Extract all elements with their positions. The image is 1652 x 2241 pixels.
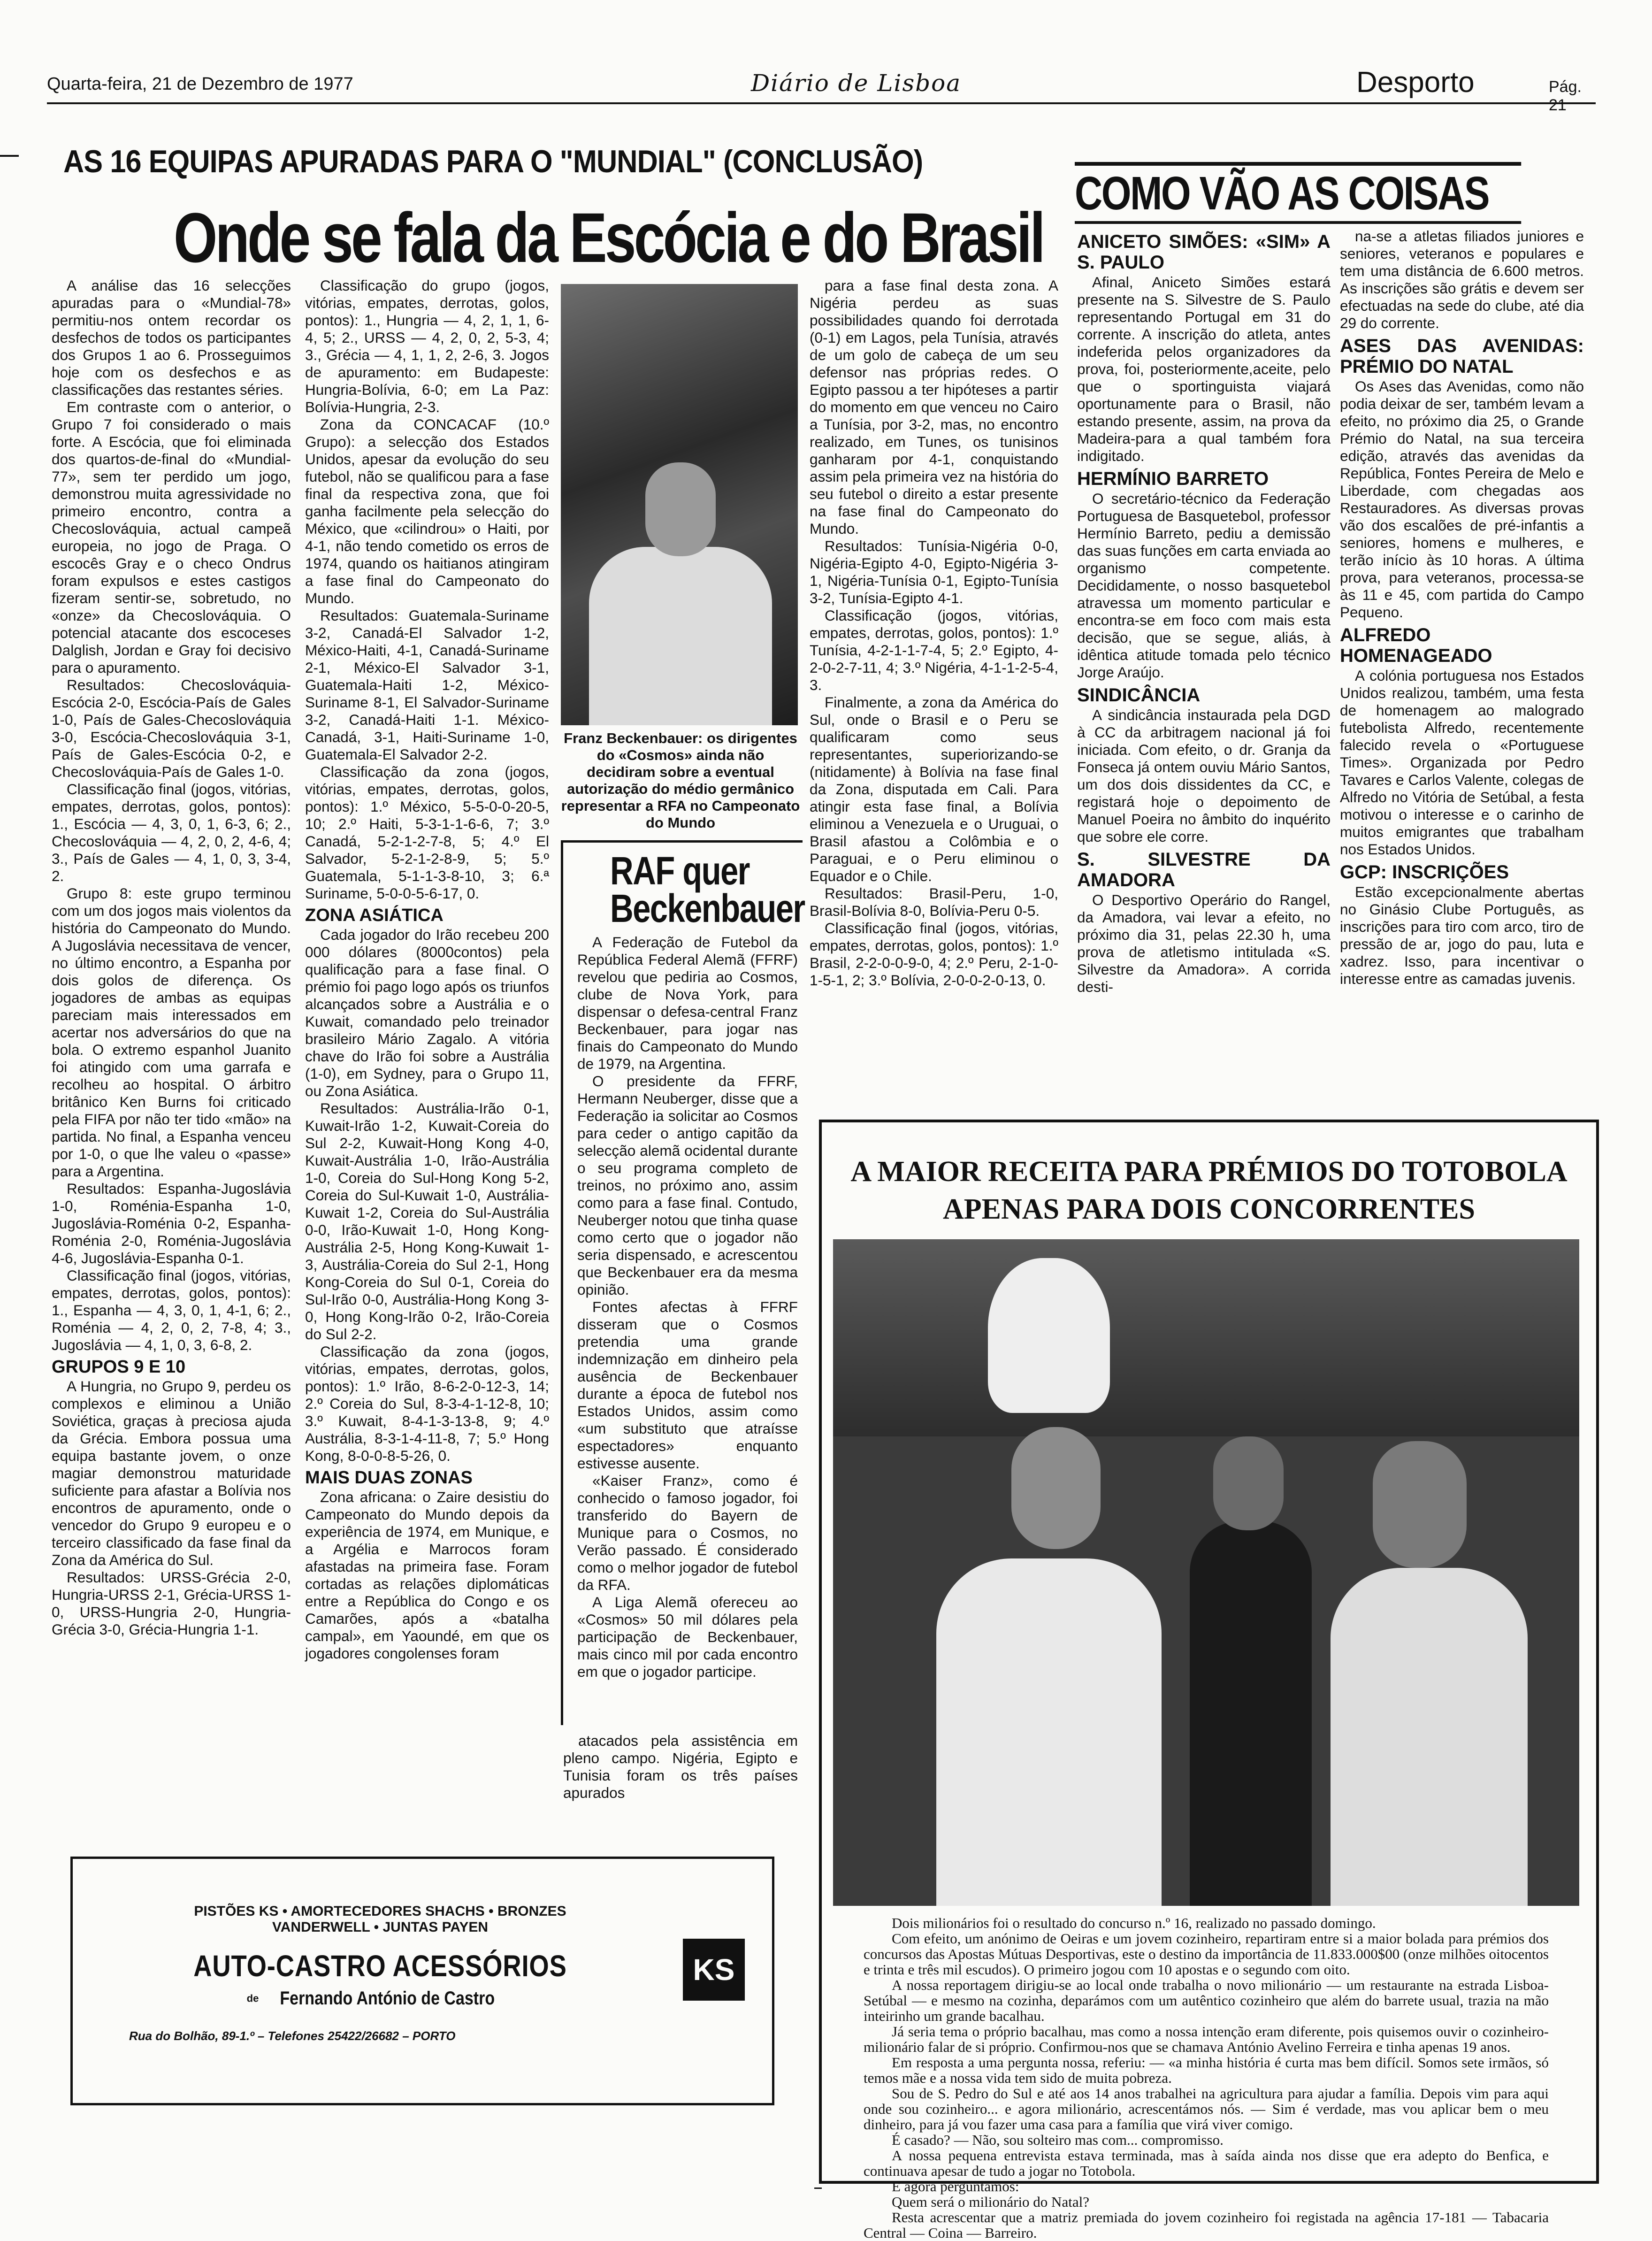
cook-photo (833, 1239, 1579, 1906)
chef-jacket (936, 1558, 1162, 1906)
raf-headline-1: RAF quer (610, 849, 750, 893)
paragraph: Classificação do grupo (jogos, vitórias, empates, derrotas, golos, pontos): 1., Hungria — 4, 2, 1, 1, 6-4, 5; 2., URSS — 4, 2, 0, 2, 5-3, 4; 3., Grécia — 4, 1, 1, 2, 2-6, 3. Jogos de apuramento: em Budapeste: Hungria-Bolívia, 6-0; em La Paz: Bolívia-Hungria, 2-3. (305, 277, 549, 415)
subheading: GCP: INSCRIÇÕES (1340, 862, 1509, 883)
paragraph: Em contraste com o anterior, o Grupo 7 foi considerado o mais forte. A Escócia, que foi eliminada dos quartos-de-final do «Mundial-77», sem ter perdido um jogo, demonstrou muita agressividade no primeiro encontro, contra a Checoslováquia, actual campeã europeia, no jogo de Praga. O escocês Gray e o checo Ondrus foram expulsos e estes castigos fizeram sentir-se, sobretudo, no «onze» da Checoslováquia. O potencial atacante dos escoceses Dalglish, Jordan e Gray foi decisivo para o apuramento. (52, 399, 291, 676)
margin-mark (0, 155, 19, 157)
paragraph: Resultados: Austrália-Irão 0-1, Kuwait-Irão 1-2, Kuwait-Coreia do Sul 2-2, Kuwait-Hong Kong 4-0, Kuwait-Austrália 1-0, Irão-Austrália 1-0, Coreia do Sul-Hong Kong 5-2, Coreia do Sul-Kuwait 1-0, Austrália-Kuwait 1-2, Coreia do Sul-Austrália 0-0, Irão-Kuwait 1-0, Hong Kong-Austrália 2-5, Hong Kong-Kuwait 1-3, Austrália-Coreia do Sul 2-1, Hong Kong-Coreia do Sul 0-1, Coreia do Sul-Irão 0-0, Austrália-Hong Kong 3-0, Hong Kong-Irão 0-2, Irão-Coreia do Sul 2-2. (305, 1100, 549, 1343)
paragraph: Com efeito, um anónimo de Oeiras e um jovem cozinheiro, repartiram entre si a maior bolada para prémios dos concursos das Apostas Mútuas Desportivas, este o destino da importância de 11.833.000$00 (onze milhões oitocentos e trinta e três mil escudos). O primeiro jogou com 10 apostas e o segundo com oito. (864, 1930, 1549, 1978)
paragraph: A Hungria, no Grupo 9, perdeu os complexos e eliminou a União Soviética, graças à preciosa ajuda da Grécia. Embora possua uma equipa bastante jovem, o onze magiar demonstrou maturidade suficiente para afastar a Bolívia nos encontros de apuramento, onde o vencedor do Grupo 9 europeu e o terceiro classificado da fase final da Zona da América do Sul. (52, 1378, 291, 1568)
totobola-article (864, 1915, 1549, 2241)
paragraph: Afinal, Aniceto Simões estará presente na S. Silvestre de S. Paulo representando Portugal em 31 do corrente. A inscrição do atleta, antes indeferida pelos organizadores da prova, foi, posteriormente,aceite, pelo que o sportinguista viajará oportunamente para o Brasil, não estando presente, assim, na prova da Madeira-para a qual também fora indigitado. (1077, 274, 1331, 464)
paragraph: Os Ases das Avenidas, como não podia deixar de ser, também levam a efeito, no próximo dia 25, o Grande Prémio do Natal, na sua terceira edição, através das avenidas da República, Fontes Pereira de Melo e Liberdade, com chegadas aos Restauradores. As diversas provas vão dos escalões de pré-infantis a seniores, homens e mulheres, e terão início às 10 horas. A última prova, para veteranos, processa-se às 11 e 45, com partida do Campo Pequeno. (1340, 378, 1584, 621)
paragraph: Classificação da zona (jogos, vitórias, empates, derrotas, golos, pontos): 1.º Irão, 8-6-2-0-12-3, 14; 2.º Coreia do Sul, 8-3-4-1-12-8, 10; 3.º Kuwait, 8-4-1-3-13-8, 9; 4.º Austrália, 8-3-1-4-11-8, 7; 5.º Hong Kong, 8-0-0-8-5-26, 0. (305, 1343, 549, 1464)
paragraph: A Federação de Futebol da República Federal Alemã (FFRF) revelou que pediria ao Cosmos, clube de Nova York, para dispensar o defesa-central Franz Beckenbauer, para jogar nas finais do Campeonato do Mundo de 1979, na Argentina. (577, 934, 798, 1072)
issue-date: Quarta-feira, 21 de Dezembro de 1977 (47, 74, 353, 94)
subheading: HERMÍNIO BARRETO (1077, 468, 1269, 489)
paragraph: Resultados: Brasil-Peru, 1-0, Brasil-Bolívia 8-0, Bolívia-Peru 0-5. (810, 885, 1058, 919)
raf-headline-2: Beckenbauer (610, 886, 805, 930)
cvac-column-2 (1340, 228, 1584, 988)
paragraph: Resultados: Guatemala-Suriname 3-2, Canadá-El Salvador 1-2, México-Haiti, 4-1, Canadá-Suriname 2-1, México-El Salvador 3-1, Guatemala-Haiti 1-2, México-Suriname 8-1, El Salvador-Suriname 3-2, Canadá-Haiti 1-1. México-Canadá, 3-1, Haiti-Suriname 1-0, Guatemala-El Salvador 2-2. (305, 607, 549, 763)
photo-caption: Franz Beckenbauer: os dirigentes do «Cosmos» ainda não decidiram sobre a eventual autorização do médio germânico representar a RFA no Campeonato do Mundo (561, 730, 800, 831)
paragraph: O secretário-técnico da Federação Portuguesa de Basquetebol, professor Hermínio Barreto, pediu a demissão das suas funções em carta enviada ao organismo competente. Decididamente, o nosso basquetebol atravessa um momento particular e encontra-se em foco com mais esta decisão, que se segue, aliás, à idêntica atitude tomada pelo técnico Jorge Araújo. (1077, 490, 1331, 681)
ks-logo-icon: KS (683, 1939, 745, 2001)
totobola-title-2: APENAS PARA DOIS CONCORRENTES (943, 1193, 1475, 1225)
paragraph: A análise das 16 selecções apuradas para o «Mundial-78» permitiu-nos ontem recordar os desfechos de todos os participantes dos Grupos 1 ao 6. Prosseguimos hoje com os desfechos e as classificações das restantes séries. (52, 277, 291, 398)
article-column-2 (305, 277, 549, 1662)
raf-article (577, 934, 798, 1681)
paragraph: atacados pela assistência em pleno campo. Nigéria, Egipto e Tunisia foram os três países apurados (563, 1732, 798, 1801)
paragraph: E agora perguntamos: (892, 2178, 1019, 2195)
subheading: ANICETO SIMÕES: «SIM» A S. PAULO (1077, 231, 1331, 273)
paragraph: «Kaiser Franz», como é conhecido o famoso jogador, foi transferido do Bayern de Munique para o Cosmos, no Verão passado. É considerado como o melhor jogador de futebol da RFA. (577, 1472, 798, 1593)
paragraph: Classificação (jogos, vitórias, empates, derrotas, golos, pontos): 1.º Tunísia, 4-2-1-1-7-4, 5; 2.º Egipto, 4-2-0-2-7-11, 4; 3.º Nigéria, 4-1-1-2-5-4, 3. (810, 607, 1058, 693)
totobola-title-1: A MAIOR RECEITA PARA PRÉMIOS DO TOTOBOLA (850, 1156, 1568, 1188)
newspaper-name: Diário de Lisboa (751, 69, 962, 97)
paragraph: O Desportivo Operário do Rangel, da Amadora, vai levar a efeito, no próximo dia 31, pelas 22.30 h, uma prova de atletismo intitulada «S. Silvestre da Amadora». A corrida desti- (1077, 891, 1331, 995)
subheading: S. SILVESTRE DA AMADORA (1077, 849, 1331, 890)
subheading: ALFREDO HOMENAGEADO (1340, 625, 1492, 666)
paragraph: A sindicância instaurada pela DGD à CC da arbitragem nacional já foi iniciada. Com efeito, o dr. Granja da Fonseca já ontem ouviu Mário Santos, um dos dois dissidentes da CC, e registará hoje o depoimento de Manuel Poeira no âmbito do inquérito que sobre ele corre. (1077, 706, 1331, 845)
page-number: Pág. 21 (1549, 78, 1582, 114)
chef-hat (988, 1258, 1110, 1413)
paragraph: Resultados: Tunísia-Nigéria 0-0, Nigéria-Egipto 4-0, Egipto-Nigéria 3-1, Nigéria-Tunísia 0-1, Egipto-Tunísia 3-2, Tunísia-Egipto 4-1. (810, 537, 1058, 606)
paragraph: É casado? — Não, sou solteiro mas com... compromisso. (892, 2132, 1224, 2148)
paragraph: O presidente da FFRF, Hermann Neuberger, disse que a Federação ia solicitar ao Cosmos para ceder o antigo capitão da selecção alemã ocidental durante o seu programa completo de treinos, no próximo ano, assim como para a fase final. Contudo, Neuberger notou que tinha quase como certo que o jogador não seria dispensado, e acrescentou que Beckenbauer era da mesma opinião. (577, 1073, 798, 1298)
paragraph: Cada jogador do Irão recebeu 200 000 dólares (8000contos) pela qualificação para a fase final. O prémio foi pago logo após os triunfos alcançados sobre a Austrália e o Kuwait, comandado pelo treinador brasileiro Mário Zagalo. A vitória chave do Irão foi sobre a Austrália (1-0), em Sydney, para o Grupo 11, ou Zona Asiática. (305, 926, 549, 1099)
paragraph: Resultados: Checoslováquia-Escócia 2-0, Escócia-País de Gales 1-0, País de Gales-Checoslováquia 3-0, Escócia-Checoslováquia 3-1, País de Gales-Escócia 0-2, e Checoslováquia-País de Gales 1-0. (52, 676, 291, 780)
section-name: Desporto (1356, 66, 1475, 99)
article-column-1 (52, 277, 291, 1638)
ad-owner: Fernando António de Castro (280, 1988, 495, 2009)
subheading: ZONA ASIÁTICA (305, 906, 444, 925)
paragraph: Fontes afectas à FFRF disseram que o Cosmos pretendia uma grande indemnização em dinheiro pela ausência de Beckenbauer durante a época de futebol nos Estados Unidos, assim como «um substituto que atraísse espectadores» enquanto estivesse ausente. (577, 1298, 798, 1472)
subheading: SINDICÂNCIA (1077, 685, 1201, 706)
paragraph: para a fase final desta zona. A Nigéria perdeu as suas possibilidades quando foi derrotada (0-1) em Lagos, pela Tunísia, através de um golo de cabeça de um seu defensor nas próprias redes. O Egipto passou a ter hipóteses a partir do momento em que venceu no Cairo a Tunísia, por 3-2, mas, no encontro realizado, em Tunes, os tunisinos ganharam por 4-1, conquistando assim pela primeira vez na história do seu futebol o direito a estar presente na fase final do Campeonato do Mundo. (810, 277, 1058, 537)
paragraph: Zona da CONCACAF (10.º Grupo): a selecção dos Estados Unidos, apesar da evolução do seu futebol, não se qualificou para a fase final da respectiva zona, que foi ganha facilmente pela selecção do México, que «cilindrou» o Haiti, por 4-1, não tendo cometido os erros de 1974, quando os haitianos atingiram a fase final do Campeonato do Mundo. (305, 416, 549, 606)
subheading: ASES DAS AVENIDAS: PRÉMIO DO NATAL (1340, 336, 1584, 377)
ad-line-2: VANDERWELL • JUNTAS PAYEN (272, 1919, 489, 1935)
paragraph: A Liga Alemã ofereceu ao «Cosmos» 50 mil dólares pela participação de Beckenbauer, mais cinco mil por cada encontro em que o jogador participe. (577, 1594, 798, 1680)
paragraph: Estão excepcionalmente abertas no Ginásio Clube Português, as inscrições para tiro com arco, tiro de pressão de ar, jogo do pau, luta e xadrez. Isso, para incentivar o interesse entre as camadas juvenis. (1340, 883, 1584, 987)
paragraph: Classificação final (jogos, vitórias, empates, derrotas, golos, pontos): 1., Espanha — 4, 3, 0, 1, 4-1, 6; 2., Roménia — 4, 2, 0, 2, 7-8, 4; 3., Jugoslávia — 4, 1, 0, 3, 6-8, 2. (52, 1267, 291, 1353)
article-column-4 (810, 277, 1058, 989)
paragraph: Resta acrescentar que a matriz premiada do jovem cozinheiro foi registada na agência 17-181 — Tabacaria Central — Coina — Barreiro. (864, 2209, 1549, 2241)
ad-de: de (246, 1992, 259, 2004)
ad-company-name: AUTO-CASTRO ACESSÓRIOS (193, 1949, 567, 1983)
auto-castro-advertisement (70, 1857, 774, 2105)
masthead (47, 66, 1596, 114)
paragraph: Grupo 8: este grupo terminou com um dos jogos mais violentos da história do Campeonato do Mundo. A Jugoslávia necessitava de vencer, no último encontro, a Espanha por dois golos de diferença. Os jogadores de ambas as equipas pareciam mais interessados em acertar nos adversários do que na bola. O extremo espanhol Juanito foi atingido com uma garrafa e recolheu ao hospital. O árbitro britânico Ken Burns foi criticado pela FIFA por não ter tido «mão» na partida. No final, a Espanha venceu por 1-0, o que lhe valeu o «passe» para a Argentina. (52, 885, 291, 1180)
paragraph: Classificação final (jogos, vitórias, empates, derrotas, golos, pontos): 1.º Brasil, 2-2-0-0-9-0, 4; 2.º Peru, 2-1-0-1-5-1, 2; 3.º Bolívia, 2-0-0-2-0-13, 0. (810, 920, 1058, 989)
paragraph: A nossa pequena entrevista estava terminada, mas à saída ainda nos disse que era adepto do Benfica, e continuava apesar de tudo a jogar no Totobola. (864, 2147, 1549, 2179)
man-right (1331, 1568, 1528, 1906)
paragraph: Em resposta a uma pergunta nossa, referiu: — «a minha história é curta mas bem difícil. Somos sete irmãos, só temos mãe e a nossa vida tem sido de muita pobreza. (864, 2054, 1549, 2086)
cvac-column-1 (1077, 228, 1331, 996)
paragraph: Resultados: Espanha-Jugoslávia 1-0, Roménia-Espanha 1-0, Jugoslávia-Roménia 0-2, Espanha-Roménia 2-0, Roménia-Jugoslávia 4-6, Jugoslávia-Espanha 0-1. (52, 1180, 291, 1266)
raf-box (561, 840, 803, 1725)
subheading: GRUPOS 9 E 10 (52, 1357, 186, 1377)
paragraph: Zona africana: o Zaire desistiu do Campeonato do Mundo depois da experiência de 1974, em Munique, e a Argélia e Marrocos foram afastadas na primeira fase. Foram cortadas as relações diplomáticas entre a República do Congo e os Camarões, após a «batalha campal», em Yaoundé, em que os jogadores congolenses foram (305, 1489, 549, 1662)
paragraph: Resultados: URSS-Grécia 2-0, Hungria-URSS 2-1, Grécia-URSS 1-0, URSS-Hungria 2-0, Hungria-Grécia 3-0, Grécia-Hungria 1-1. (52, 1569, 291, 1638)
paragraph: Já seria tema o próprio bacalhau, mas como a nossa intenção eram diferente, pois quisemos ouvir o cozinheiro-milionário falar de si próprio. Confirmou-nos que se chamava António Avelino Ferreira e tinha apenas 19 anos. (864, 2023, 1549, 2055)
paragraph: na-se a atletas filiados juniores e seniores, veteranos e populares e tem uma distância de 6.600 metros. As inscrições são grátis e devem ser efectuadas na sede do clube, até dia 29 do corrente. (1340, 228, 1584, 331)
column-3-continuation (563, 1732, 798, 1802)
paragraph: Classificação da zona (jogos, vitórias, empates, derrotas, golos, pontos): 1.º México, 5-5-0-0-20-5, 10; 2.º Haiti, 5-3-1-1-6-6, 7; 3.º Canadá, 5-2-1-2-7-8, 5; 4.º El Salvador, 5-2-1-2-8-9, 5; 5.º Guatemala, 5-1-1-3-8-10, 3; 6.ª Suriname, 5-0-0-5-6-17, 0. (305, 763, 549, 902)
paragraph: Finalmente, a zona da América do Sul, onde o Brasil e o Peru se qualificaram como seus representantes, superiorizando-se (nitidamente) à Bolívia na fase final da Zona, disputada em Cali. Para atingir esta fase final, a Bolívia eliminou a Venezuela e o Uruguai, o Brasil afastou a Colômbia e o Paraguai, e o Peru eliminou o Equador e o Chile. (810, 694, 1058, 884)
ad-line-1: PISTÕES KS • AMORTECEDORES SHACHS • BRONZES (194, 1903, 566, 1919)
paragraph: A colónia portuguesa nos Estados Unidos realizou, também, uma festa de homenagem ao malogrado futebolista Alfredo, recentemente falecido revela o «Portuguese Times». Organizada por Pedro Tavares e Carlos Valente, colegas de Alfredo no Vitória de Setúbal, a festa motivou o interesse e o carinho de muitos emigrantes que trabalham nos Estados Unidos. (1340, 667, 1584, 858)
beckenbauer-photo (561, 284, 798, 725)
main-headline: Onde se fala da Escócia e do Brasil (174, 198, 1043, 277)
paragraph: A nossa reportagem dirigiu-se ao local onde trabalha o novo milionário — um restaurante na estrada Lisboa-Setúbal — e mesmo na cozinha, deparámos com um autêntico cozinheiro que além do barrete usual, trazia na mão inteirinho um grande bacalhau. (864, 1977, 1549, 2024)
paragraph: Sou de S. Pedro do Sul e até aos 14 anos trabalhei na agricultura para ajudar a família. Depois vim para aqui onde sou cozinheiro... e agora milionário, acrescentámos nós. — Sim é verdade, mas vou aplicar bem o meu dinheiro, para já vou fazer uma casa para a família que virá viver comigo. (864, 2085, 1549, 2133)
paragraph: Classificação final (jogos, vitórias, empates, derrotas, golos, pontos): 1., Escócia — 4, 3, 0, 1, 6-3, 6; 2., Checoslováquia — 4, 2, 0, 2, 4-6, 4; 3., País de Gales — 4, 1, 0, 3, 3-4, 2. (52, 781, 291, 884)
subheading: MAIS DUAS ZONAS (305, 1468, 473, 1488)
kicker-headline: AS 16 EQUIPAS APURADAS PARA O "MUNDIAL" (CONCLUSÃO) (63, 144, 923, 179)
cvac-title: COMO VÃO AS COISAS (1075, 162, 1521, 224)
ad-address: Rua do Bolhão, 89-1.º – Telefones 25422/26682 – PORTO (129, 2029, 456, 2043)
paragraph: Dois milionários foi o resultado do concurso n.º 16, realizado no passado domingo. (892, 1915, 1376, 1931)
paragraph: Quem será o milionário do Natal? (892, 2194, 1089, 2210)
